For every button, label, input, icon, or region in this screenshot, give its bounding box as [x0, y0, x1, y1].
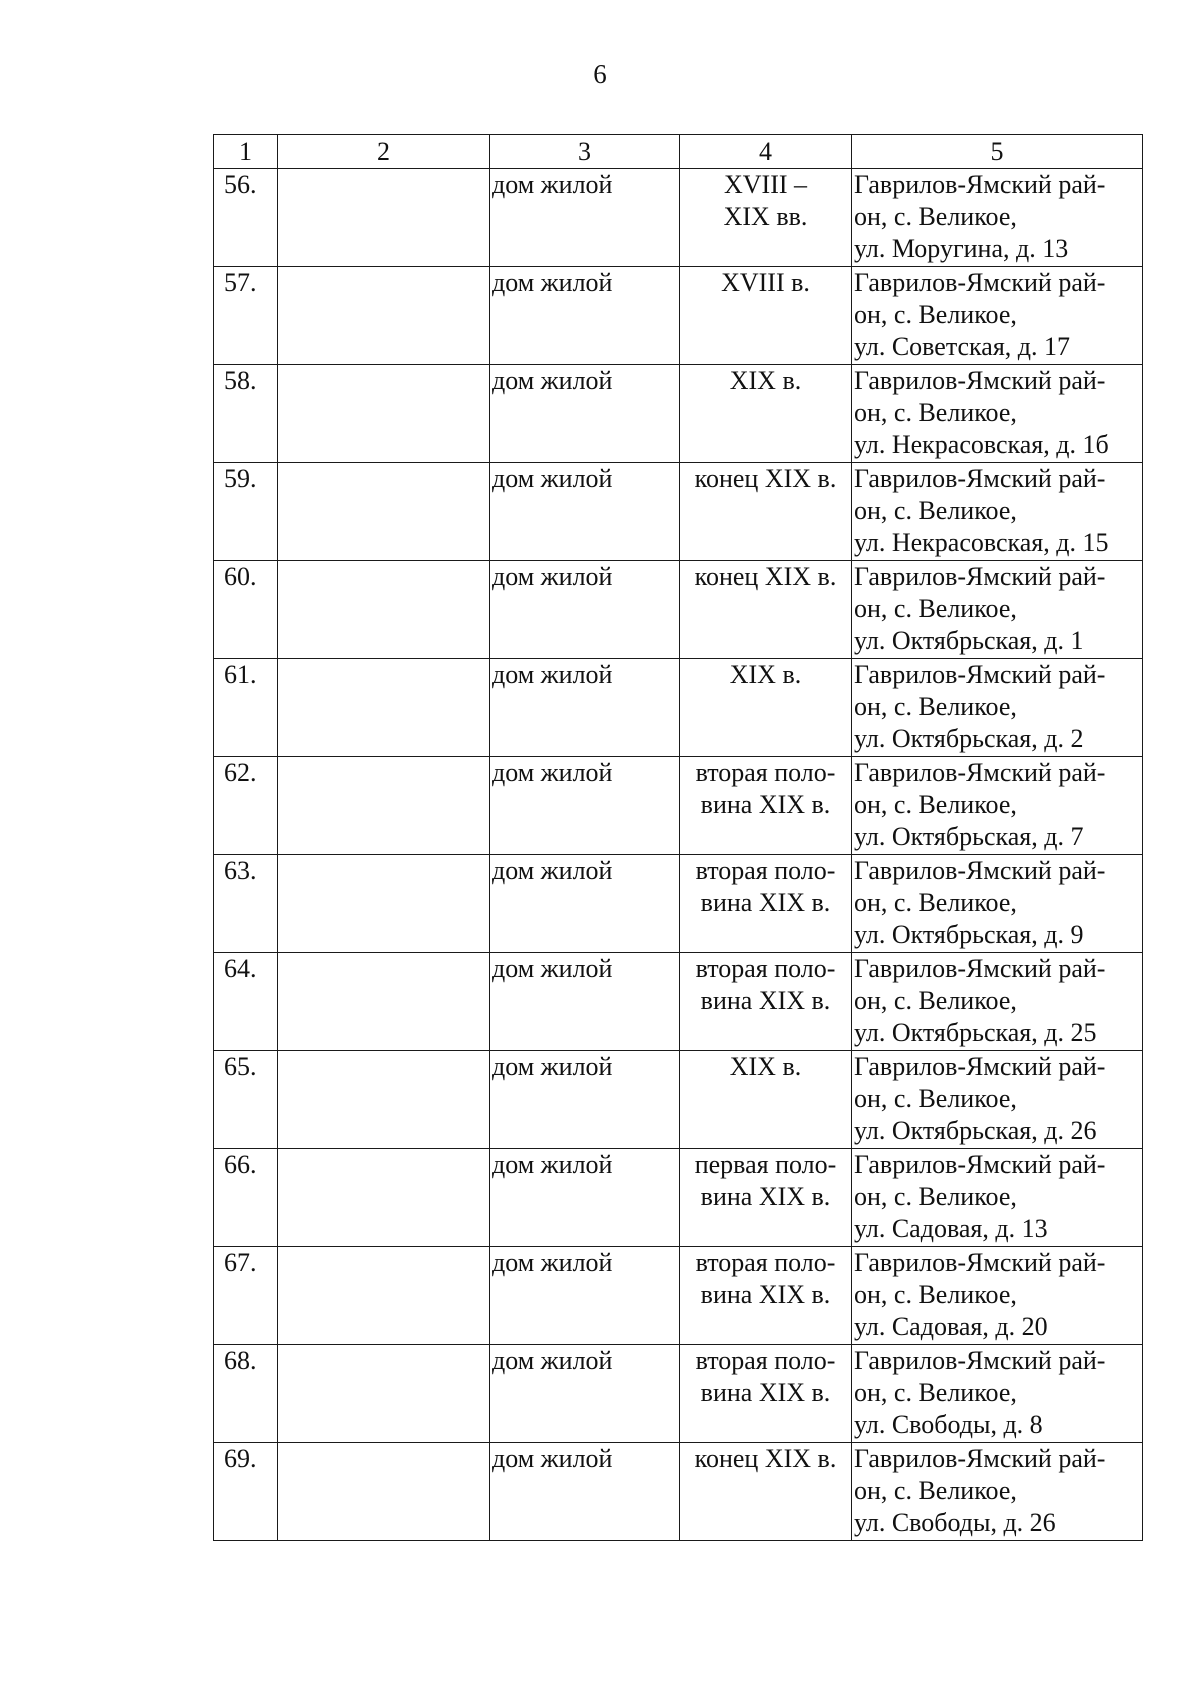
table-row — [214, 1247, 1143, 1345]
object-date — [680, 561, 852, 659]
object-address-line: Гаврилов-Ямский рай- — [854, 464, 1106, 493]
object-address-line: ул. Октябрьская, д. 25 — [854, 1018, 1097, 1047]
object-date-line: вторая поло- — [695, 954, 836, 983]
object-date-line: конец XIX в. — [694, 464, 837, 493]
object-address — [852, 1247, 1143, 1345]
table-body — [214, 169, 1143, 1541]
object-date-line: вина XIX в. — [700, 1280, 831, 1309]
object-type: дом жилой — [490, 1051, 680, 1149]
object-address-line: ул. Октябрьская, д. 9 — [854, 920, 1084, 949]
object-address-line: Гаврилов-Ямский рай- — [854, 1248, 1106, 1277]
table-row — [214, 757, 1143, 855]
object-address-line: ул. Октябрьская, д. 26 — [854, 1116, 1097, 1145]
object-address-line: Гаврилов-Ямский рай- — [854, 1444, 1106, 1473]
object-name — [278, 953, 490, 1051]
object-address — [852, 169, 1143, 267]
object-address — [852, 463, 1143, 561]
object-address-line: он, с. Великое, — [854, 496, 1017, 525]
heritage-registry-table — [213, 134, 1143, 1541]
object-date-line: XVIII в. — [721, 268, 810, 297]
object-type: дом жилой — [490, 169, 680, 267]
table-header — [214, 135, 1143, 169]
object-name — [278, 855, 490, 953]
object-address-line: Гаврилов-Ямский рай- — [854, 562, 1106, 591]
object-date — [680, 1443, 852, 1541]
object-address-line: Гаврилов-Ямский рай- — [854, 1052, 1106, 1081]
object-date — [680, 1345, 852, 1443]
object-address-line: ул. Советская, д. 17 — [854, 332, 1071, 361]
table-row — [214, 1443, 1143, 1541]
object-address-line: он, с. Великое, — [854, 594, 1017, 623]
object-type: дом жилой — [490, 659, 680, 757]
object-date-line: вина XIX в. — [700, 888, 831, 917]
object-date — [680, 1247, 852, 1345]
object-number: 65. — [214, 1051, 278, 1149]
object-address — [852, 1345, 1143, 1443]
object-date — [680, 365, 852, 463]
object-name — [278, 1247, 490, 1345]
object-address — [852, 1443, 1143, 1541]
object-name — [278, 659, 490, 757]
object-address-line: ул. Свободы, д. 8 — [854, 1410, 1043, 1439]
object-date — [680, 659, 852, 757]
object-name — [278, 267, 490, 365]
object-name — [278, 365, 490, 463]
object-type: дом жилой — [490, 561, 680, 659]
header-col-3: 3 — [490, 135, 680, 169]
object-address-line: он, с. Великое, — [854, 986, 1017, 1015]
header-col-4: 4 — [680, 135, 852, 169]
object-date-line: первая поло- — [694, 1150, 837, 1179]
table-row — [214, 463, 1143, 561]
object-address — [852, 365, 1143, 463]
table-row — [214, 659, 1143, 757]
object-address — [852, 1051, 1143, 1149]
object-number: 59. — [214, 463, 278, 561]
table-row — [214, 1149, 1143, 1247]
table-row — [214, 169, 1143, 267]
object-address-line: он, с. Великое, — [854, 1476, 1017, 1505]
object-address-line: Гаврилов-Ямский рай- — [854, 170, 1106, 199]
object-type: дом жилой — [490, 1345, 680, 1443]
object-address-line: ул. Октябрьская, д. 1 — [854, 626, 1084, 655]
object-address-line: ул. Некрасовская, д. 15 — [854, 528, 1109, 557]
table-row — [214, 1051, 1143, 1149]
object-address-line: он, с. Великое, — [854, 300, 1017, 329]
object-address-line: ул. Свободы, д. 26 — [854, 1508, 1056, 1537]
object-address-line: Гаврилов-Ямский рай- — [854, 1150, 1106, 1179]
object-address — [852, 953, 1143, 1051]
object-address-line: Гаврилов-Ямский рай- — [854, 660, 1106, 689]
object-type: дом жилой — [490, 1443, 680, 1541]
object-name — [278, 169, 490, 267]
object-address — [852, 267, 1143, 365]
object-date-line: вторая поло- — [695, 856, 836, 885]
object-number: 68. — [214, 1345, 278, 1443]
object-date — [680, 1149, 852, 1247]
object-date-line: вторая поло- — [695, 1346, 836, 1375]
object-address-line: он, с. Великое, — [854, 1280, 1017, 1309]
object-address-line: Гаврилов-Ямский рай- — [854, 758, 1106, 787]
object-type: дом жилой — [490, 855, 680, 953]
object-address — [852, 855, 1143, 953]
object-date — [680, 1051, 852, 1149]
object-date — [680, 463, 852, 561]
object-number: 66. — [214, 1149, 278, 1247]
object-address-line: он, с. Великое, — [854, 692, 1017, 721]
object-date-line: конец XIX в. — [694, 1444, 837, 1473]
object-date-line: XIX вв. — [723, 202, 808, 231]
object-address-line: Гаврилов-Ямский рай- — [854, 268, 1106, 297]
object-type: дом жилой — [490, 953, 680, 1051]
page-number: 6 — [593, 59, 607, 89]
object-date — [680, 757, 852, 855]
object-name — [278, 463, 490, 561]
object-address-line: ул. Моругина, д. 13 — [854, 234, 1069, 263]
object-address-line: ул. Октябрьская, д. 7 — [854, 822, 1084, 851]
table-row — [214, 561, 1143, 659]
object-number: 60. — [214, 561, 278, 659]
object-type: дом жилой — [490, 267, 680, 365]
object-date-line: вторая поло- — [695, 1248, 836, 1277]
table-row — [214, 855, 1143, 953]
object-name — [278, 561, 490, 659]
object-address-line: ул. Садовая, д. 13 — [854, 1214, 1048, 1243]
object-date — [680, 855, 852, 953]
table-row — [214, 953, 1143, 1051]
header-col-1: 1 — [214, 135, 278, 169]
object-address — [852, 561, 1143, 659]
object-date-line: XVIII – — [723, 170, 808, 199]
object-date — [680, 169, 852, 267]
object-address — [852, 1149, 1143, 1247]
object-date-line: вина XIX в. — [700, 986, 831, 1015]
object-number: 57. — [214, 267, 278, 365]
object-date-line: вина XIX в. — [700, 790, 831, 819]
object-address-line: ул. Некрасовская, д. 1б — [854, 430, 1109, 459]
object-number: 61. — [214, 659, 278, 757]
object-address-line: Гаврилов-Ямский рай- — [854, 1346, 1106, 1375]
object-date — [680, 267, 852, 365]
object-address-line: он, с. Великое, — [854, 888, 1017, 917]
header-col-2: 2 — [278, 135, 490, 169]
object-type: дом жилой — [490, 463, 680, 561]
header-row — [214, 135, 1143, 169]
object-date-line: конец XIX в. — [694, 562, 837, 591]
object-date-line: вина XIX в. — [700, 1378, 831, 1407]
header-col-5: 5 — [852, 135, 1143, 169]
object-date-line: XIX в. — [729, 660, 802, 689]
object-number: 56. — [214, 169, 278, 267]
object-address — [852, 757, 1143, 855]
object-date-line: вина XIX в. — [700, 1182, 831, 1211]
object-name — [278, 1345, 490, 1443]
object-number: 69. — [214, 1443, 278, 1541]
object-type: дом жилой — [490, 1247, 680, 1345]
object-number: 62. — [214, 757, 278, 855]
object-name — [278, 1051, 490, 1149]
object-address-line: ул. Садовая, д. 20 — [854, 1312, 1048, 1341]
object-address-line: Гаврилов-Ямский рай- — [854, 954, 1106, 983]
object-address — [852, 659, 1143, 757]
object-address-line: он, с. Великое, — [854, 202, 1017, 231]
object-number: 67. — [214, 1247, 278, 1345]
object-address-line: он, с. Великое, — [854, 1182, 1017, 1211]
object-address-line: он, с. Великое, — [854, 398, 1017, 427]
object-name — [278, 1443, 490, 1541]
object-type: дом жилой — [490, 757, 680, 855]
object-name — [278, 757, 490, 855]
object-type: дом жилой — [490, 365, 680, 463]
table-row — [214, 267, 1143, 365]
object-address-line: Гаврилов-Ямский рай- — [854, 856, 1106, 885]
object-number: 64. — [214, 953, 278, 1051]
object-type: дом жилой — [490, 1149, 680, 1247]
table-row — [214, 365, 1143, 463]
object-date-line: вторая поло- — [695, 758, 836, 787]
object-number: 63. — [214, 855, 278, 953]
object-address-line: он, с. Великое, — [854, 1378, 1017, 1407]
object-address-line: он, с. Великое, — [854, 790, 1017, 819]
object-address-line: Гаврилов-Ямский рай- — [854, 366, 1106, 395]
object-date — [680, 953, 852, 1051]
object-date-line: XIX в. — [729, 366, 802, 395]
object-number: 58. — [214, 365, 278, 463]
object-name — [278, 1149, 490, 1247]
object-address-line: ул. Октябрьская, д. 2 — [854, 724, 1084, 753]
object-address-line: он, с. Великое, — [854, 1084, 1017, 1113]
object-date-line: XIX в. — [729, 1052, 802, 1081]
table-row — [214, 1345, 1143, 1443]
